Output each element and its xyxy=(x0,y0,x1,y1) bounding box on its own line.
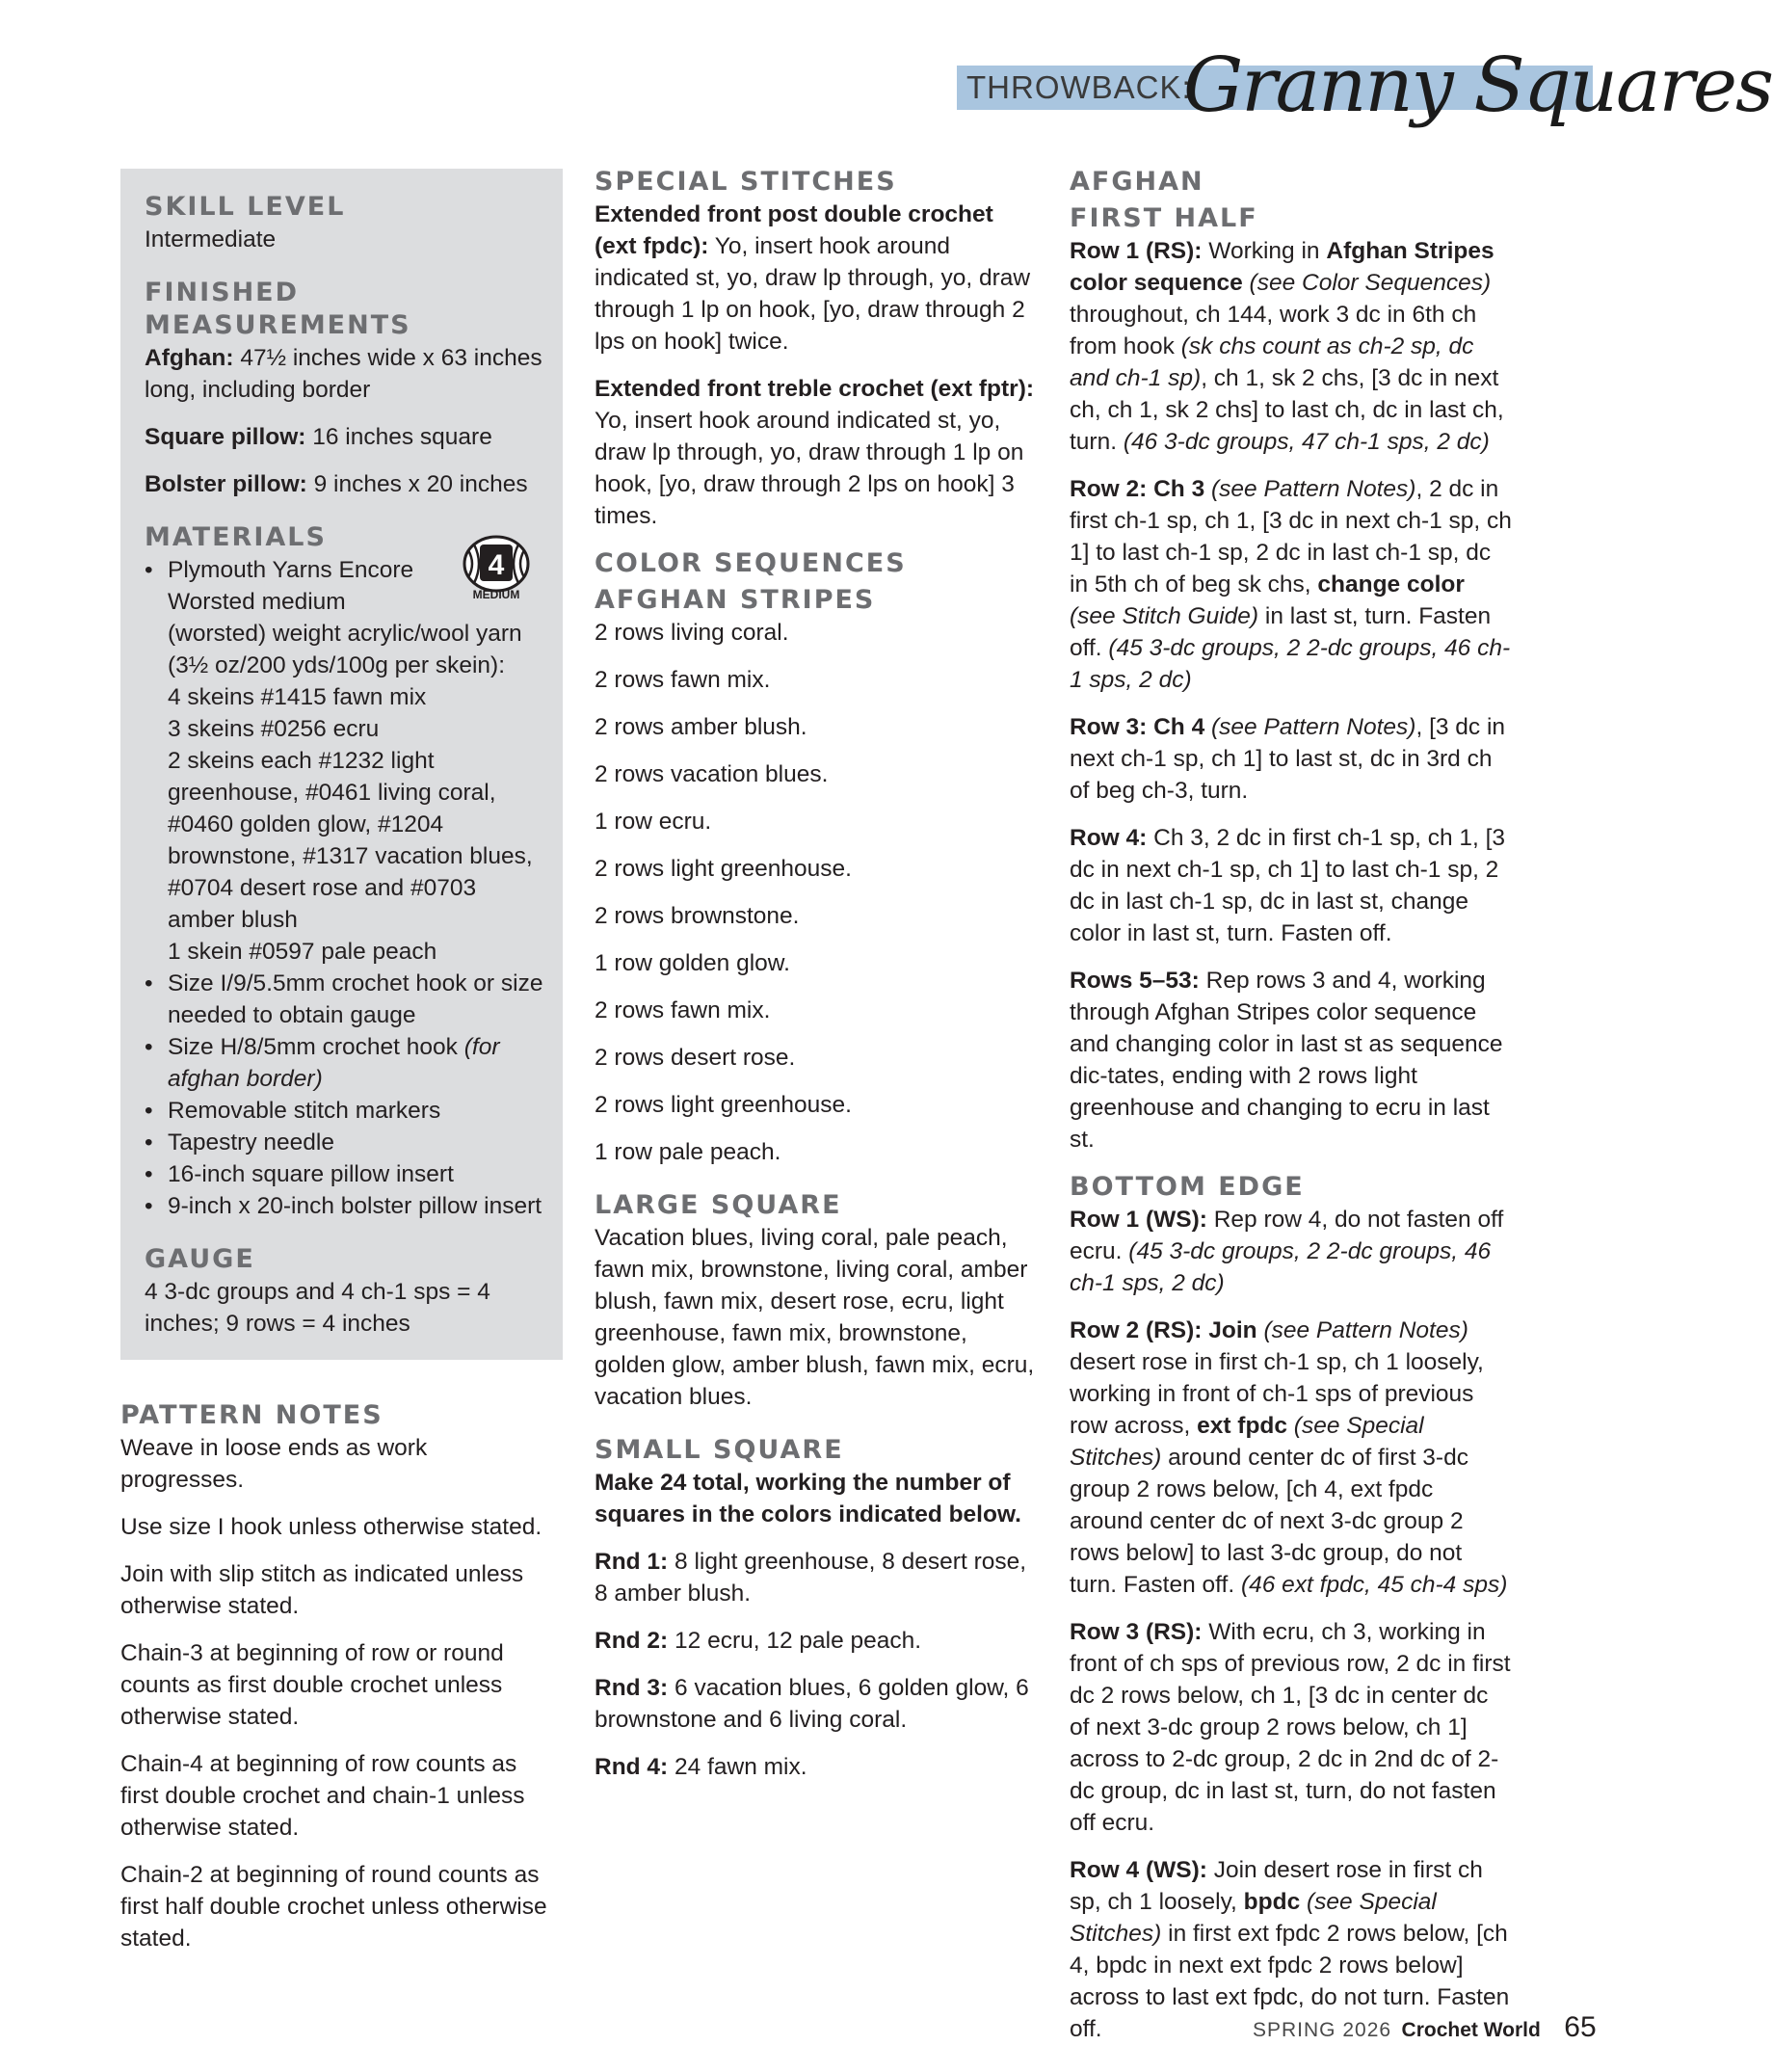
bottom-row-1: Row 1 (WS): Rep row 4, do not fasten off ecru. (45 3-dc groups, 2 2-dc groups, 46 ch-1 sps, 2 dc) xyxy=(1070,1207,1504,1296)
stripe-item: 2 rows light greenhouse. xyxy=(595,1092,852,1118)
pattern-notes-heading: PATTERN NOTES xyxy=(120,1400,383,1430)
page-footer xyxy=(1253,2011,1597,2044)
pattern-note: Chain-3 at beginning of row or round counts as first double crochet unless otherwise stated. xyxy=(120,1640,504,1730)
afghan-size: Afghan: 47½ inches wide x 63 inches long, including border xyxy=(145,345,542,403)
banner-prefix: THROWBACK: xyxy=(966,69,1192,105)
row-2: Row 2: Ch 3 (see Pattern Notes), 2 dc in first ch-1 sp, ch 1, [3 dc in next ch-1 sp, ch 1] to last ch-1 sp, 2 dc in last ch-1 sp, dc in 5th ch of beg sk chs, change color (see Stitch Guide) in last st, turn. Fasten off. (45 3-dc groups, 2 2-dc groups, 46 ch-1 sps, 2 dc) xyxy=(1070,476,1512,693)
square-pillow-size: Square pillow: 16 inches square xyxy=(145,424,492,450)
pattern-note: Chain-4 at beginning of row counts as first double crochet and chain-1 unless otherwise stated. xyxy=(120,1751,525,1841)
row-4: Row 4: Ch 3, 2 dc in first ch-1 sp, ch 1, [3 dc in next ch-1 sp, ch 1] to last ch-1 sp, 2 dc in last ch-1 sp, dc in last st, change color in last st, turn. Fasten off. xyxy=(1070,825,1506,946)
afghan-heading: AFGHAN xyxy=(1070,167,1204,197)
special-stitches-heading: SPECIAL STITCHES xyxy=(595,167,897,197)
sidebar-content xyxy=(145,191,549,1340)
material-bolster-insert: • 9-inch x 20-inch bolster pillow insert xyxy=(145,1190,549,1222)
page-number: 65 xyxy=(1564,2011,1597,2043)
color-sequences-heading: COLOR SEQUENCES xyxy=(595,548,907,578)
afghan-stripes-heading: AFGHAN STRIPES xyxy=(595,585,876,615)
materials-heading: MATERIALS xyxy=(145,522,327,552)
bottom-row-3: Row 3 (RS): With ecru, ch 3, working in front of ch sps of previous row, 2 dc in first dc 2 rows below, ch 1, [3 dc in center dc of next 3-dc group 2 rows below, ch 1] across to 2-dc group, 2 dc in 2nd dc of 2-dc group, dc in last st, turn, do not fasten off ecru. xyxy=(1070,1619,1511,1836)
small-square-heading: SMALL SQUARE xyxy=(595,1435,844,1465)
gauge-value: 4 3-dc groups and 4 ch-1 sps = 4 inches; 9 rows = 4 inches xyxy=(145,1279,490,1337)
bottom-row-2: Row 2 (RS): Join (see Pattern Notes) desert rose in first ch-1 sp, ch 1 loosely, working in front of ch-1 sps of previous row across, ext fpdc (see Special Stitches) around center dc of first 3-dc group 2 rows below, [ch 4, ext fpdc around center dc of next 3-dc group 2 rows below] to last 3-dc group, do not turn. Fasten off. (46 ext fpdc, 45 ch-4 sps) xyxy=(1070,1317,1508,1598)
skill-level-value: Intermediate xyxy=(145,226,277,252)
materials-list xyxy=(145,554,549,1222)
skill-level-heading: SKILL LEVEL xyxy=(145,192,346,222)
material-square-insert: • 16-inch square pillow insert xyxy=(145,1158,549,1190)
stripe-item: 1 row golden glow. xyxy=(595,950,790,976)
banner-title-script: Granny Squares xyxy=(1183,42,1772,129)
stripe-item: 2 rows fawn mix. xyxy=(595,997,771,1023)
small-square-rnd4: Rnd 4: 24 fawn mix. xyxy=(595,1754,807,1780)
first-half-heading: FIRST HALF xyxy=(1070,203,1258,233)
small-square-rnd2: Rnd 2: 12 ecru, 12 pale peach. xyxy=(595,1628,922,1654)
small-square-rnd1: Rnd 1: 8 light greenhouse, 8 desert rose, 8 amber blush. xyxy=(595,1549,1027,1607)
gauge-heading: GAUGE xyxy=(145,1244,255,1274)
material-yarn-colors: greenhouse, #0461 living coral, #0460 golden glow, #1204 brownstone, #1317 vacation blues, #0704 desert rose and #0703 amber blush xyxy=(168,780,533,933)
large-square-colors: Vacation blues, living coral, pale peach, fawn mix, brownstone, living coral, amber blush, fawn mix, desert rose, ecru, light greenhouse, fawn mix, brownstone, golden glow, amber blush, fawn mix, ecru, vacation blues. xyxy=(595,1225,1035,1410)
small-square-rnd3: Rnd 3: 6 vacation blues, 6 golden glow, 6 brownstone and 6 living coral. xyxy=(595,1675,1029,1733)
stripe-item: 2 rows living coral. xyxy=(595,620,789,646)
stripe-item: 2 rows desert rose. xyxy=(595,1045,796,1071)
material-needle: • Tapestry needle xyxy=(145,1127,549,1158)
issue-season: SPRING 2026 xyxy=(1253,2019,1392,2041)
rows-5-53: Rows 5–53: Rep rows 3 and 4, working through Afghan Stripes color sequence and changing color in last st as sequence dic-tates, ending with 2 rows light greenhouse and changing to ecru in last st. xyxy=(1070,968,1503,1153)
finished-measurements-heading: FINISHED MEASUREMENTS xyxy=(145,278,411,340)
bolster-pillow-size: Bolster pillow: 9 inches x 20 inches xyxy=(145,471,528,497)
stitches-and-colors-column xyxy=(595,166,1040,1798)
pattern-note: Chain-2 at beginning of round counts as first half double crochet unless otherwise stated. xyxy=(120,1862,547,1952)
stripe-item: 2 rows fawn mix. xyxy=(595,667,771,693)
stripe-item: 2 rows amber blush. xyxy=(595,714,807,740)
row-3: Row 3: Ch 4 (see Pattern Notes), [3 dc in next ch-1 sp, ch 1] to last st, dc in 3rd ch of beg ch-3, turn. xyxy=(1070,714,1506,804)
material-hook-i: • Size I/9/5.5mm crochet hook or size needed to obtain gauge xyxy=(145,968,549,1031)
bottom-edge-heading: BOTTOM EDGE xyxy=(1070,1172,1305,1202)
bottom-row-4: Row 4 (WS): Join desert rose in first ch sp, ch 1 loosely, bpdc (see Special Stitches) in first ext fpdc 2 rows below, [ch 4, bpdc in next ext fpdc 2 rows below] across to last ext fpdc, do not turn. Fasten off. xyxy=(1070,1857,1510,2042)
pattern-notes xyxy=(120,1399,554,1970)
row-1: Row 1 (RS): Working in Afghan Stripes color sequence (see Color Sequences) throughout, ch 144, work 3 dc in 6th ch from hook (sk chs count as ch-2 sp, dc and ch-1 sp), ch 1, sk 2 chs, [3 dc in next ch, ch 1, sk 2 chs] to last ch, dc in last ch, turn. (46 3-dc groups, 47 ch-1 sps, 2 dc) xyxy=(1070,238,1504,455)
stripe-item: 1 row ecru. xyxy=(595,809,712,835)
stitch-ext-fpdc: Extended front post double crochet (ext fpdc): Yo, insert hook around indicated st, yo, draw lp through, yo, draw through 1 lp on hook, [yo, draw through 2 lps on hook] twice. xyxy=(595,201,1031,355)
yarn-weight-number: 4 xyxy=(488,549,505,581)
material-hook-h: • Size H/8/5mm crochet hook (for afghan border) xyxy=(145,1031,549,1095)
material-markers: • Removable stitch markers xyxy=(145,1095,549,1127)
stripe-item: 2 rows light greenhouse. xyxy=(595,856,852,882)
stitch-ext-fptr: Extended front treble crochet (ext fptr): Yo, insert hook around indicated st, yo, draw lp through, yo, draw through 1 lp on hook, [yo, draw through 2 lps on hook] 3 times. xyxy=(595,376,1035,529)
pattern-note: Join with slip stitch as indicated unless otherwise stated. xyxy=(120,1561,524,1619)
material-yarn-each: 2 skeins each #1232 light xyxy=(168,748,435,774)
large-square-heading: LARGE SQUARE xyxy=(595,1190,842,1220)
stripe-item: 2 rows vacation blues. xyxy=(595,761,829,787)
pattern-note: Use size I hook unless otherwise stated. xyxy=(120,1514,542,1540)
stripe-item: 1 row pale peach. xyxy=(595,1139,781,1165)
magazine-name: Crochet World xyxy=(1401,2019,1541,2041)
yarn-weight-label: MEDIUM xyxy=(472,588,520,601)
material-yarn: • Plymouth Yarns Encore Worsted medium (worsted) weight acrylic/wool yarn (3½ oz/200 yds/100g per skein): xyxy=(145,554,549,681)
material-yarn-fawn: 4 skeins #1415 fawn mix xyxy=(168,684,427,710)
small-square-intro: Make 24 total, working the number of squares in the colors indicated below. xyxy=(595,1470,1021,1527)
material-yarn-ecru: 3 skeins #0256 ecru xyxy=(168,716,380,742)
afghan-instructions-column xyxy=(1070,166,1513,2060)
pattern-note: Weave in loose ends as work progresses. xyxy=(120,1435,428,1493)
material-yarn-peach: 1 skein #0597 pale peach xyxy=(168,939,437,965)
stripe-item: 2 rows brownstone. xyxy=(595,903,800,929)
